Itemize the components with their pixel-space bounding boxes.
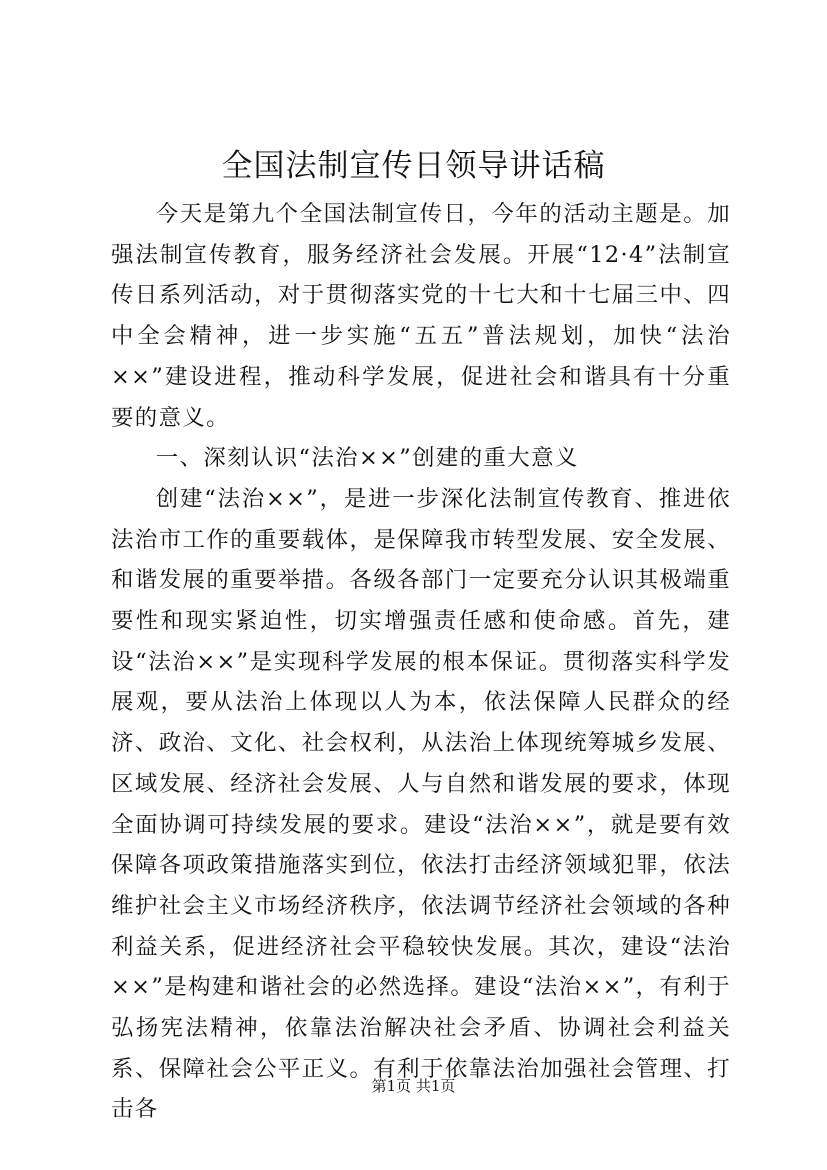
section-heading-1: 一、深刻认识“法治××”创建的重大意义 (155, 445, 579, 472)
paragraph-section-1: 创建“法治××”，是进一步深化法制宣传教育、推进依法治市工作的重要载体，是保障我市转型发展、安全发展、和谐发展的重要举措。各级各部门一定要充分认识其极端重要性和现实紧迫性，切实增强责任感和使命感。首先，建设“法治××”是实现科学发展的根本保证。贯彻落实科学发展观，要从法治上体现以人为本，依法保障人民群众的经济、政治、文化、社会权利，从法治上体现统筹城乡发展、区域发展、经济社会发展、人与自然和谐发展的要求，体现全面协调可持续发展的要求。建设“法治××”，就是要有效保障各项政策措施落实到位，依法打击经济领域犯罪，依法维护社会主义市场经济秩序，依法调节经济社会领域的各种利益关系，促进经济社会平稳较快发展。其次，建设“法治××”是构建和谐社会的必然选择。建设“法治××”，有利于弘扬宪法精神，依靠法治解决社会矛盾、协调社会利益关系、保障社会公平正义。有利于依靠法治加强社会管理、打击各 (111, 485, 731, 1123)
document-body (111, 194, 731, 1130)
document-title: 全国法制宣传日领导讲话稿 (221, 148, 606, 184)
paragraph-intro: 今天是第九个全国法制宣传日，今年的活动主题是。加强法制宣传教育，服务经济社会发展。开展“12·4”法制宣传日系列活动，对于贯彻落实党的十七大和十七届三中、四中全会精神，进一步实施“五五”普法规划，加快“法治××”建设进程，推动科学发展，促进社会和谐具有十分重要的意义。 (111, 201, 731, 431)
page-footer: 第1页 共1页 (371, 1077, 456, 1095)
